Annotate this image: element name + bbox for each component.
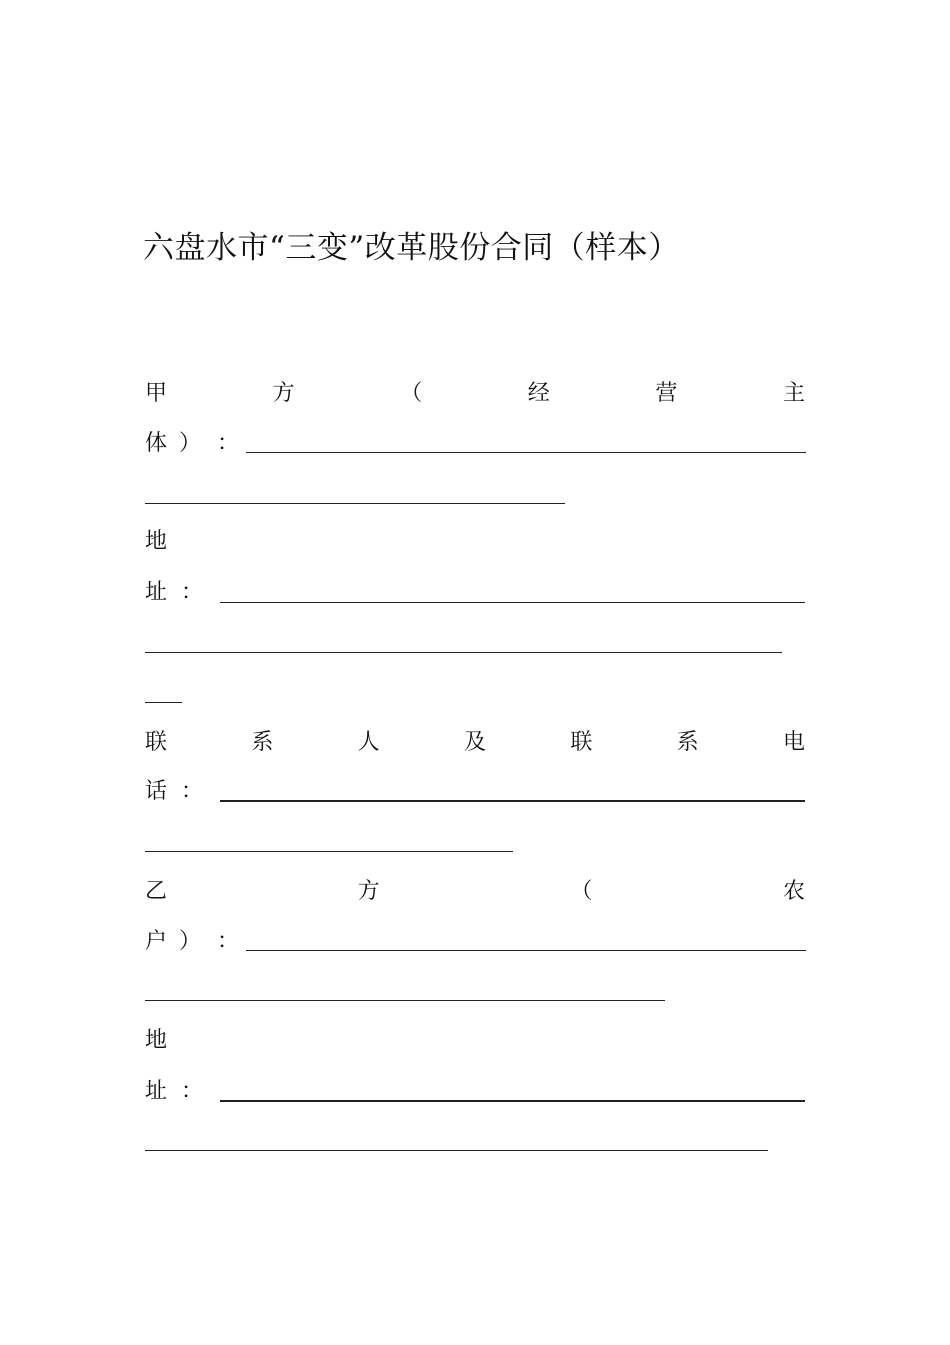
party-a-contact-char: 及: [463, 729, 486, 755]
party-a-address-field[interactable]: [220, 602, 805, 603]
party-a-name-field-cont[interactable]: [145, 503, 565, 504]
party-a-address-head: [145, 523, 167, 555]
party-a-label-char: ：: [217, 430, 240, 456]
party-b-address-char: ：: [181, 1078, 204, 1104]
party-b-address-head: [145, 1022, 167, 1054]
party-a-address-char: 地: [145, 528, 168, 554]
party-b-label-char: 乙: [145, 878, 168, 904]
party-a-contact-field[interactable]: [220, 800, 805, 802]
party-b-label-char: ：: [217, 928, 240, 954]
party-a-address-char: ：: [181, 579, 204, 605]
party-b-address-field-cont[interactable]: [145, 1150, 768, 1151]
party-b-label-tail: [145, 923, 239, 955]
party-a-address-field-cont[interactable]: [145, 652, 782, 653]
party-a-contact-char: 系: [251, 729, 274, 755]
party-a-label-char: 体: [145, 430, 168, 456]
party-a-contact-char: 系: [676, 729, 699, 755]
party-a-address-char: 址: [145, 579, 168, 605]
party-a-contact-tail: [145, 773, 203, 805]
party-a-label-tail: [145, 425, 239, 457]
party-a-label-char: （: [400, 380, 423, 406]
party-a-label-row: [145, 375, 805, 407]
party-b-label-char: 户: [145, 928, 168, 954]
party-a-contact-char: 话: [145, 778, 168, 804]
party-b-address-char: 址: [145, 1078, 168, 1104]
party-b-label-row: [145, 873, 805, 905]
party-b-address-field[interactable]: [220, 1100, 805, 1102]
party-b-address-char: 地: [145, 1027, 168, 1053]
party-a-contact-char: 联: [145, 729, 168, 755]
party-b-label-char: 农: [782, 878, 805, 904]
party-a-address-field-end[interactable]: [145, 702, 182, 703]
party-a-label-char: 经: [527, 380, 550, 406]
party-a-contact-char: 电: [782, 729, 805, 755]
party-a-address-tail: [145, 574, 203, 606]
party-b-label-char: 方: [357, 878, 380, 904]
party-b-address-tail: [145, 1073, 203, 1105]
party-b-label-char: ）: [179, 928, 202, 954]
party-a-contact-char: ：: [181, 778, 204, 804]
party-a-name-field[interactable]: [246, 452, 806, 453]
party-a-contact-field-cont[interactable]: [145, 851, 513, 852]
party-b-name-field[interactable]: [246, 950, 806, 951]
party-a-label-char: 方: [272, 380, 295, 406]
party-a-label-char: 营: [655, 380, 678, 406]
party-a-label-char: 甲: [145, 380, 168, 406]
page-title: 六盘水市“三变”改革股份合同（样本）: [143, 230, 680, 266]
party-a-label-char: ）: [179, 430, 202, 456]
party-a-label-char: 主: [782, 380, 805, 406]
party-a-contact-row: [145, 724, 805, 756]
party-a-contact-char: 人: [357, 729, 380, 755]
party-a-contact-char: 联: [570, 729, 593, 755]
party-b-name-field-cont[interactable]: [145, 1000, 665, 1001]
party-b-label-char: （: [570, 878, 593, 904]
